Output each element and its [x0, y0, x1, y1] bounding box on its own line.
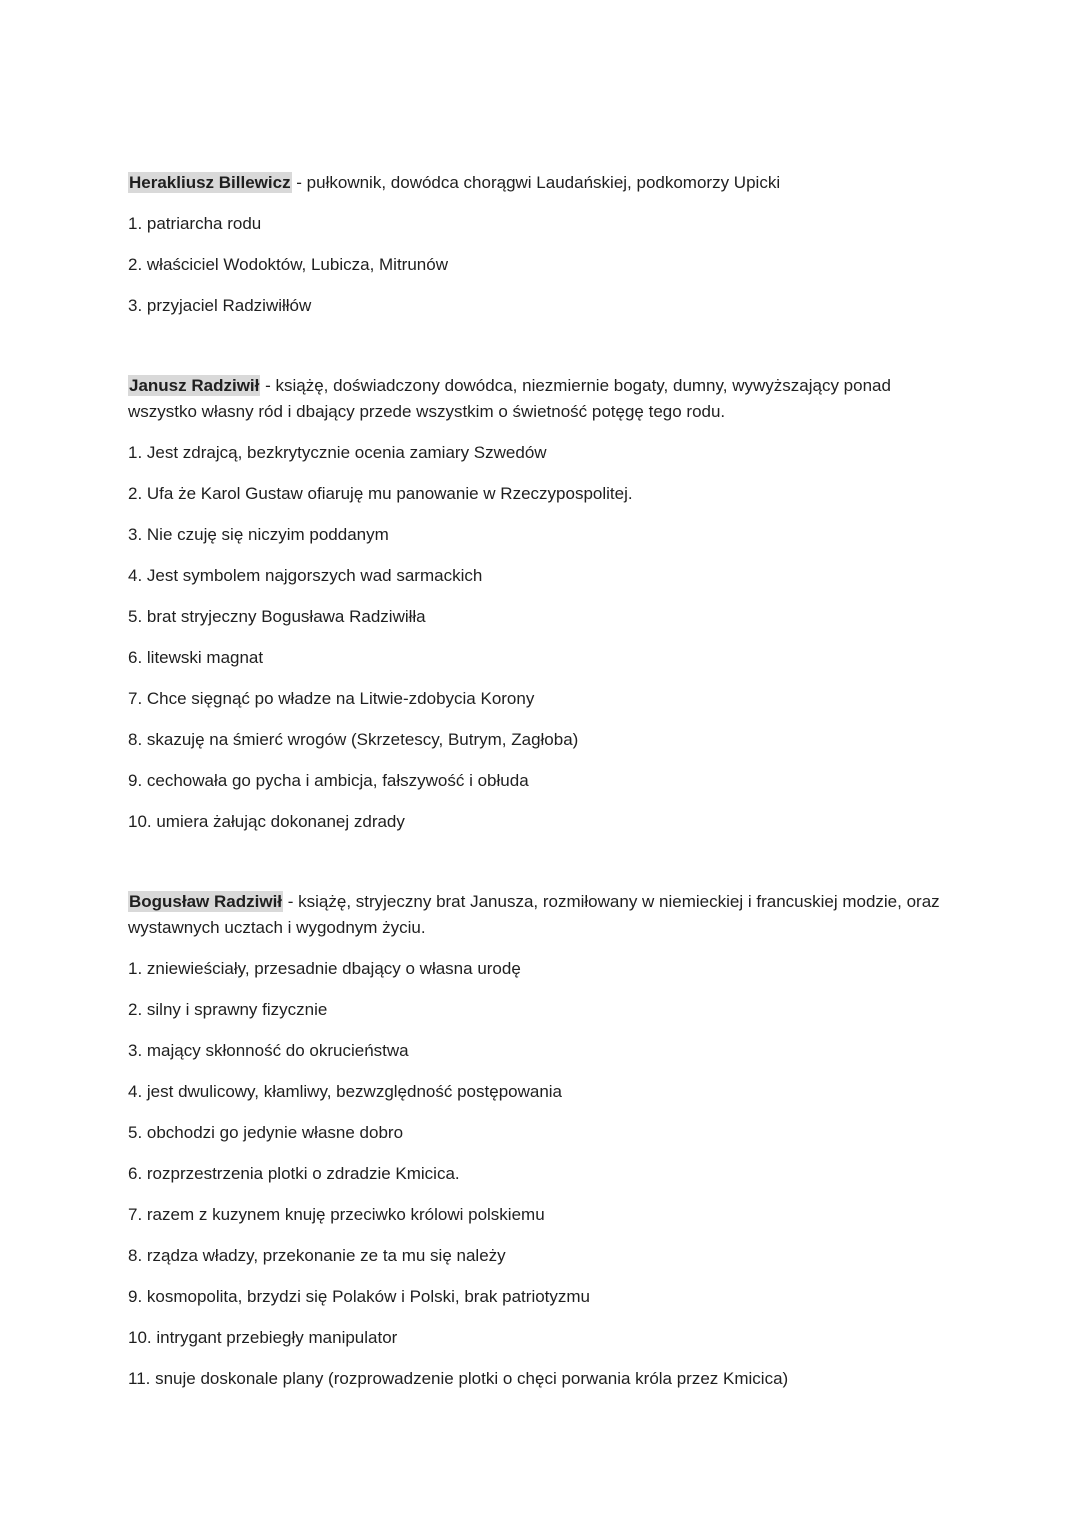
list-item: 1. zniewieściały, przesadnie dbający o własna urodę — [128, 959, 521, 978]
trait-list — [128, 440, 958, 835]
trait-list — [128, 211, 958, 319]
section-boguslaw-radziwil — [128, 889, 958, 1392]
list-item: 5. brat stryjeczny Bogusława Radziwiłła — [128, 607, 426, 626]
list-item: 2. właściciel Wodoktów, Lubicza, Mitrunów — [128, 255, 448, 274]
section-heading — [128, 373, 958, 425]
section-herakliusz-billewicz — [128, 170, 958, 319]
list-item: 7. Chce sięgnąć po władze na Litwie-zdobycia Korony — [128, 689, 535, 708]
list-item: 5. obchodzi go jedynie własne dobro — [128, 1123, 404, 1142]
section-janusz-radziwil — [128, 373, 958, 835]
list-item: 4. Jest symbolem najgorszych wad sarmackich — [128, 566, 483, 585]
list-item: 2. silny i sprawny fizycznie — [128, 1000, 328, 1019]
list-item: 2. Ufa że Karol Gustaw ofiaruję mu panowanie w Rzeczypospolitej. — [128, 484, 633, 503]
character-name: Janusz Radziwił — [129, 376, 260, 395]
character-description: - pułkownik, dowódca chorągwi Laudańskiej, podkomorzy Upicki — [291, 173, 781, 192]
list-item: 11. snuje doskonale plany (rozprowadzenie plotki o chęci porwania króla przez Kmicica) — [128, 1369, 789, 1388]
list-item: 6. rozprzestrzenia plotki o zdradzie Kmicica. — [128, 1164, 460, 1183]
list-item: 1. Jest zdrajcą, bezkrytycznie ocenia zamiary Szwedów — [128, 443, 547, 462]
character-description: - książę, doświadczony dowódca, niezmiernie bogaty, dumny, wywyższający ponad wszystko własny ród i dbający przede wszystkim o świetność potęgę tego rodu. — [128, 376, 891, 421]
list-item: 8. rządza władzy, przekonanie ze ta mu się należy — [128, 1246, 506, 1265]
list-item: 7. razem z kuzynem knuję przeciwko królowi polskiemu — [128, 1205, 545, 1224]
list-item: 1. patriarcha rodu — [128, 214, 262, 233]
list-item: 8. skazuję na śmierć wrogów (Skrzetescy, Butrym, Zagłoba) — [128, 730, 579, 749]
trait-list — [128, 956, 958, 1392]
character-name: Bogusław Radziwił — [129, 892, 283, 911]
list-item: 9. kosmopolita, brzydzi się Polaków i Polski, brak patriotyzmu — [128, 1287, 591, 1306]
list-item: 6. litewski magnat — [128, 648, 264, 667]
section-heading — [128, 889, 958, 941]
section-heading — [128, 170, 958, 196]
character-description: - książę, stryjeczny brat Janusza, rozmiłowany w niemieckiej i francuskiej modzie, oraz wystawnych ucztach i wygodnym życiu. — [128, 892, 940, 937]
list-item: 4. jest dwulicowy, kłamliwy, bezwzględność postępowania — [128, 1082, 563, 1101]
list-item: 3. Nie czuję się niczyim poddanym — [128, 525, 389, 544]
list-item: 10. intrygant przebiegły manipulator — [128, 1328, 398, 1347]
list-item: 10. umiera żałując dokonanej zdrady — [128, 812, 405, 831]
list-item: 9. cechowała go pycha i ambicja, fałszywość i obłuda — [128, 771, 529, 790]
list-item: 3. mający skłonność do okrucieństwa — [128, 1041, 409, 1060]
list-item: 3. przyjaciel Radziwiłłów — [128, 296, 312, 315]
character-name: Herakliusz Billewicz — [129, 173, 291, 192]
